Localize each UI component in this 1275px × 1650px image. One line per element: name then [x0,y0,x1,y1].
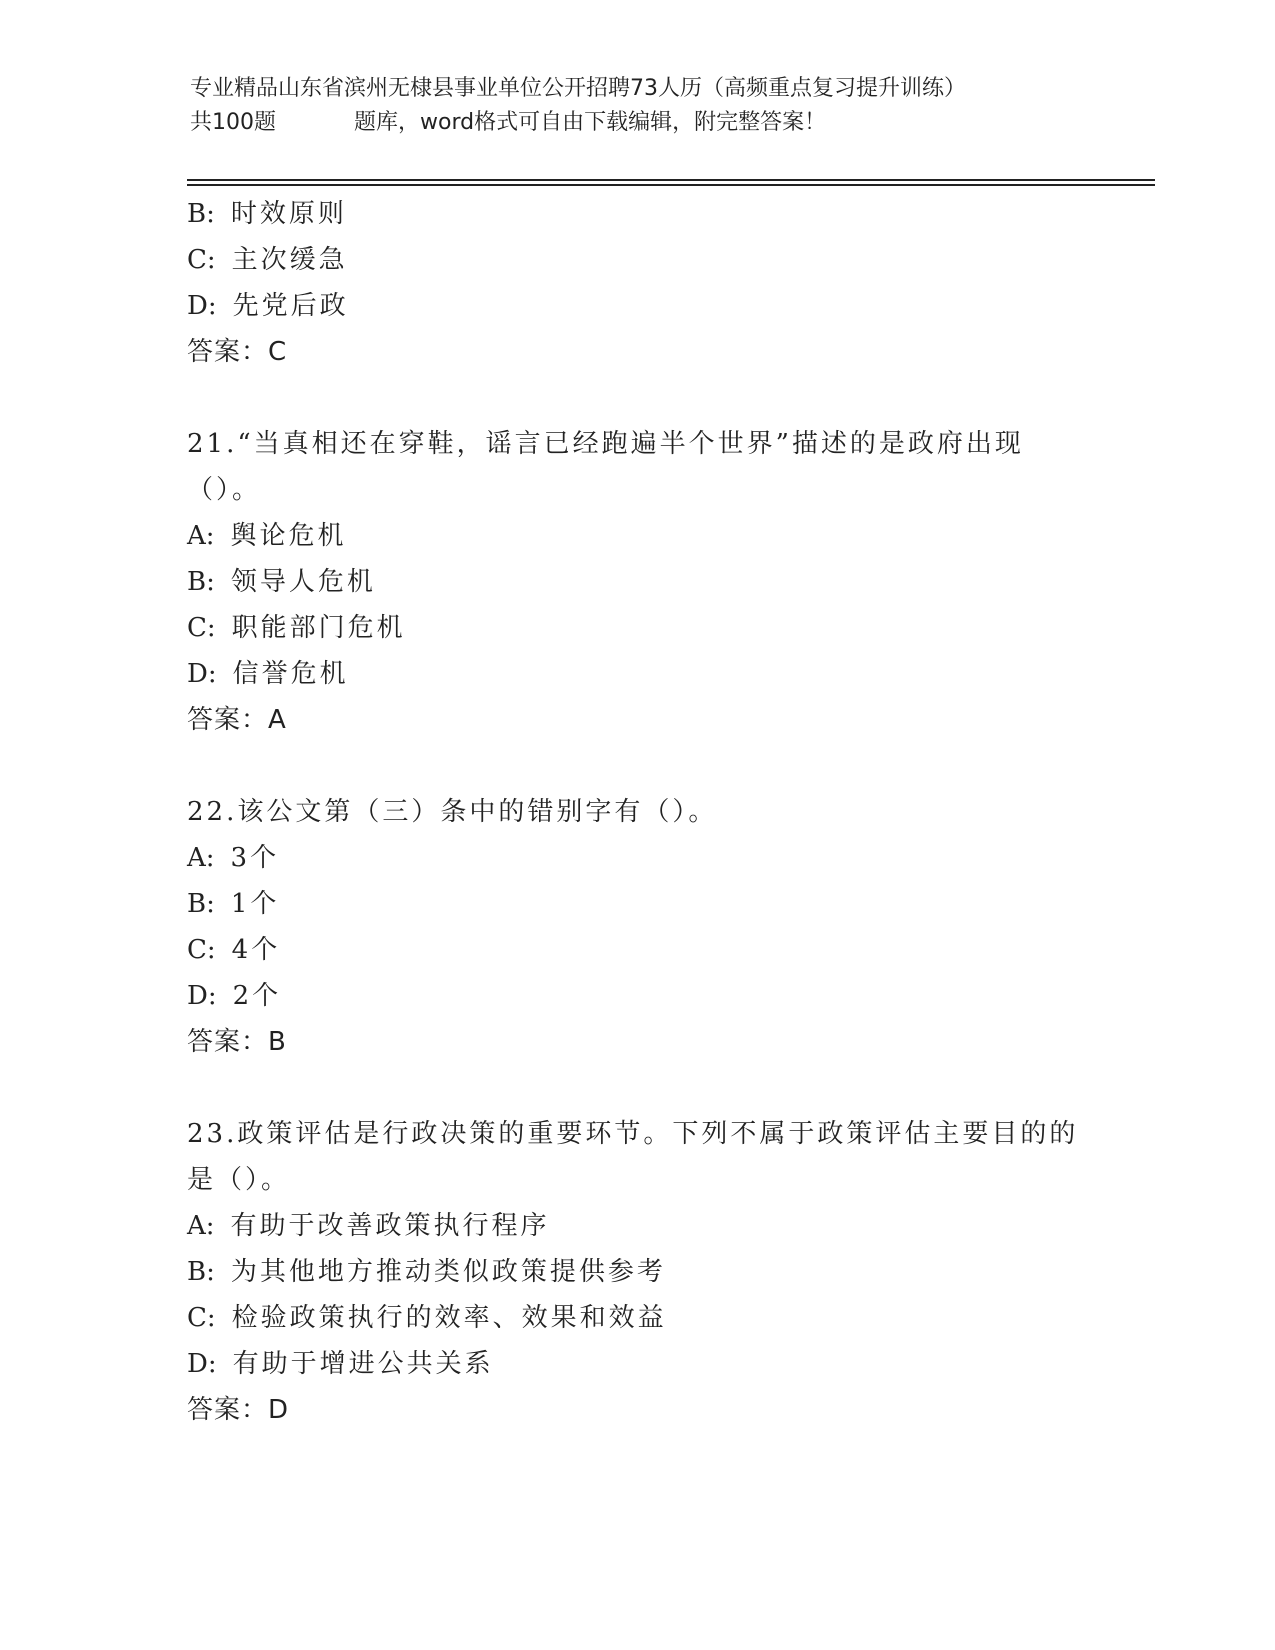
question-list [187,191,1087,1433]
answer-line: 答案：B [187,1027,287,1057]
question-block-continued [187,191,1087,375]
option-c: C: 职能部门危机 [187,613,406,643]
header-question-count: 共100题 [190,110,276,135]
question-stem: 21.“当真相还在穿鞋，谣言已经跑遍半个世界”描述的是政府出现（）。 [187,429,1024,505]
option-a: A: 有助于改善政策执行程序 [187,1211,550,1241]
option-b: B: 领导人危机 [187,567,376,597]
document-header [190,72,1090,140]
option-d: D: 先党后政 [187,291,349,321]
answer-line: 答案：A [187,705,287,735]
header-divider-top [187,179,1155,181]
question-block-23 [187,1111,1087,1433]
question-stem: 22.该公文第（三）条中的错别字有（）。 [187,797,718,827]
option-d: D: 有助于增进公共关系 [187,1349,494,1379]
option-b: B: 1个 [187,889,280,919]
header-description: 题库，word格式可自由下载编辑，附完整答案！ [354,110,827,135]
option-b: B: 时效原则 [187,199,347,229]
option-c: C: 检验政策执行的效率、效果和效益 [187,1303,667,1333]
header-divider-bottom [187,184,1155,186]
option-a: A: 舆论危机 [187,521,347,551]
option-d: D: 信誉危机 [187,659,349,689]
question-block-21 [187,421,1087,743]
question-block-22 [187,789,1087,1065]
answer-line: 答案：C [187,337,288,367]
option-b: B: 为其他地方推动类似政策提供参考 [187,1257,666,1287]
question-stem: 23.政策评估是行政决策的重要环节。下列不属于政策评估主要目的的是（）。 [187,1119,1079,1195]
header-title-line: 专业精品山东省滨州无棣县事业单位公开招聘73人历（高频重点复习提升训练） [190,76,966,101]
option-a: A: 3个 [187,843,280,873]
header-subtitle-line [190,106,1090,140]
option-c: C: 4个 [187,935,281,965]
answer-line: 答案：D [187,1395,290,1425]
option-c: C: 主次缓急 [187,245,348,275]
option-d: D: 2个 [187,981,282,1011]
